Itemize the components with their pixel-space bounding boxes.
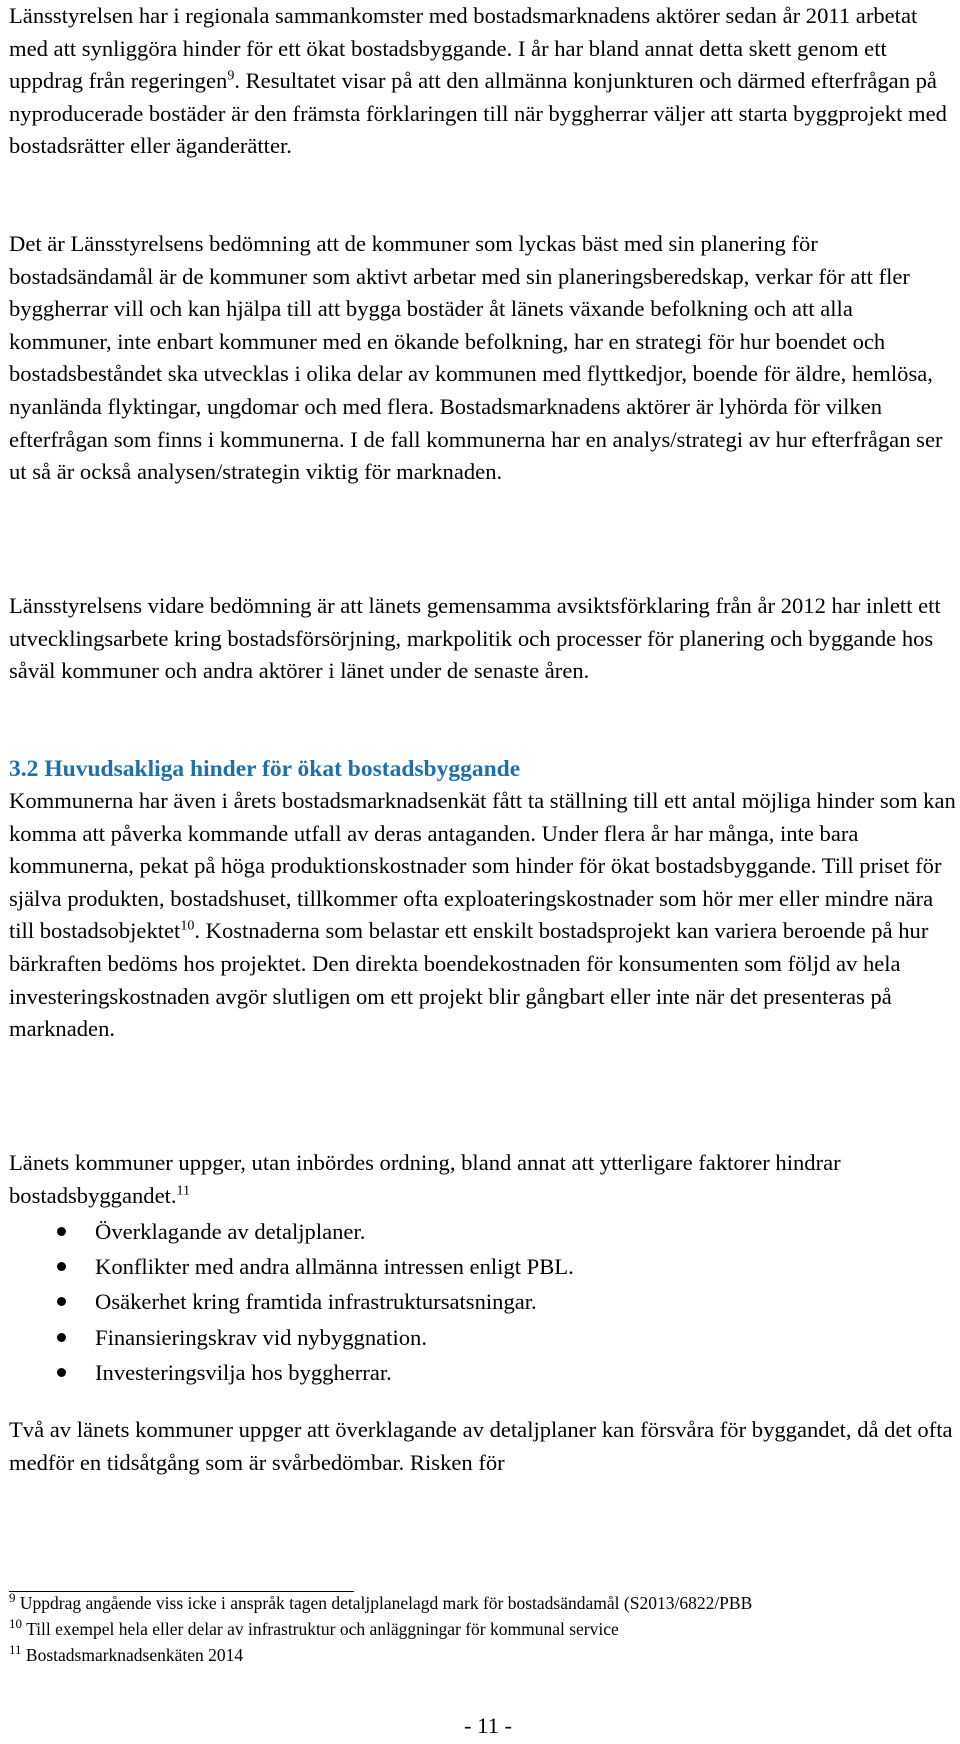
- bullet-icon: [57, 1333, 66, 1342]
- list-item-text: Osäkerhet kring framtida infrastruktursatsningar.: [95, 1289, 537, 1315]
- footnote-text: Bostadsmarknadsenkäten 2014: [25, 1645, 244, 1665]
- footnote-number: 9: [9, 1590, 16, 1606]
- paragraph-survey: [9, 785, 959, 1046]
- bullet-list: [9, 1214, 574, 1390]
- list-item: [9, 1249, 574, 1284]
- footnote-9: [9, 1590, 752, 1616]
- footnote-number: 11: [9, 1642, 22, 1658]
- list-item-text: Överklagande av detaljplaner.: [95, 1219, 366, 1244]
- page-number: - 11 -: [463, 1713, 513, 1738]
- paragraph-text: Länsstyrelsen har i regionala sammankomster med bostadsmarknadens aktörer sedan år 2011 arbetat med att synliggöra hinder för ett ökat bostadsbyggande. I år har bland annat detta skett genom ett uppdrag från regeringen: [9, 3, 918, 94]
- footnote-ref-11[interactable]: 11: [176, 1183, 191, 1199]
- paragraph-intro: [9, 0, 959, 163]
- bullet-icon: [57, 1297, 66, 1306]
- footnote-number: 10: [9, 1616, 22, 1632]
- list-item-text: Investeringsvilja hos byggherrar.: [95, 1359, 392, 1385]
- footnote-text: Till exempel hela eller delar av infrastruktur och anläggningar för kommunal service: [26, 1619, 619, 1639]
- footnote-10: [9, 1616, 619, 1642]
- footnote-ref-10[interactable]: 10: [180, 918, 195, 934]
- paragraph-text: Kommunerna har även i årets bostadsmarknadsenkät fått ta ställning till ett antal möjliga hinder som kan komma att påverka kommande utfall av deras antaganden. Under flera år har många, inte bara kommunerna, pekat på höga produktionskostnader som hinder för ökat bostadsbyggande. Till priset för själva produkten, bostadshuset, tillkommer ofta exploateringskostnader som hör mer eller mindre nära till bostadsobjektet: [9, 788, 956, 944]
- paragraph-assessment: Det är Länsstyrelsens bedömning att de kommuner som lyckas bäst med sin planering för bostadsändamål är de kommuner som aktivt arbetar med sin planeringsberedskap, verkar för att fler byggherrar vill och kan hjälpa till att bygga bostäder åt länets växande befolkning och att alla kommuner, inte enbart kommuner med en ökande befolkning, har en strategi för hur boendet och bostadsbeståndet ska utvecklas i olika delar av kommunen med flyttkedjor, boende för äldre, hemlösa, nyanlända flyktingar, ungdomar och med flera. Bostadsmarknadens aktörer är lyhörda för vilken efterfrågan som finns i kommunerna. I de fall kommunerna har en analys/strategi av hur efterfrågan ser ut så är också analysen/strategin viktig för marknaden.: [9, 231, 943, 485]
- paragraph-text: . Kostnaderna som belastar ett enskilt bostadsprojekt kan variera beroende på hur bärkraften bedöms hos projektet. Den direkta boendekostnaden för konsumenten som följd av hela investeringskostnaden avgör slutligen om ett projekt blir gångbart eller inte när det presenteras på marknaden.: [9, 918, 929, 1042]
- list-item: [9, 1320, 574, 1355]
- bullet-icon: [57, 1262, 66, 1271]
- paragraph-factors: [9, 1147, 959, 1212]
- list-item: [9, 1214, 574, 1249]
- section-heading: [9, 753, 520, 785]
- section-number: 3.2: [9, 756, 39, 782]
- paragraph-text: Länets kommuner uppger, utan inbördes ordning, bland annat att ytterligare faktorer hindrar bostadsbyggandet.: [9, 1150, 841, 1208]
- section-title: Huvudsakliga hinder för ökat bostadsbyggande: [44, 756, 521, 782]
- list-item-text: Konflikter med andra allmänna intressen enligt PBL.: [95, 1254, 574, 1280]
- paragraph-appeals: Två av länets kommuner uppger att överklagande av detaljplaner kan försvåra för byggandet, då det ofta medför en tidsåtgång som är svårbedömbar. Risken för: [9, 1417, 953, 1475]
- paragraph-text: . Resultatet visar på att den allmänna konjunkturen och därmed efterfrågan på nyproducerade bostäder är den främsta förklaringen till när byggherrar väljer att starta byggprojekt med bostadsrätter eller äganderätter.: [9, 68, 947, 159]
- list-item-text: Finansieringskrav vid nybyggnation.: [95, 1324, 427, 1350]
- paragraph-further-assessment: Länsstyrelsens vidare bedömning är att länets gemensamma avsiktsförklaring från år 2012 har inlett ett utvecklingsarbete kring bostadsförsörjning, markpolitik och processer för planering och byggande hos såväl kommuner och andra aktörer i länet under de senaste åren.: [9, 593, 941, 684]
- bullet-icon: [57, 1368, 66, 1377]
- footnote-11: [9, 1642, 243, 1668]
- footnote-text: Uppdrag angående viss icke i anspråk tagen detaljplanelagd mark för bostadsändamål (S2013/6822/PBB: [19, 1593, 753, 1613]
- list-item: [9, 1355, 574, 1390]
- bullet-icon: [57, 1227, 66, 1236]
- list-item: [9, 1284, 574, 1319]
- footnote-ref-9[interactable]: 9: [227, 68, 235, 84]
